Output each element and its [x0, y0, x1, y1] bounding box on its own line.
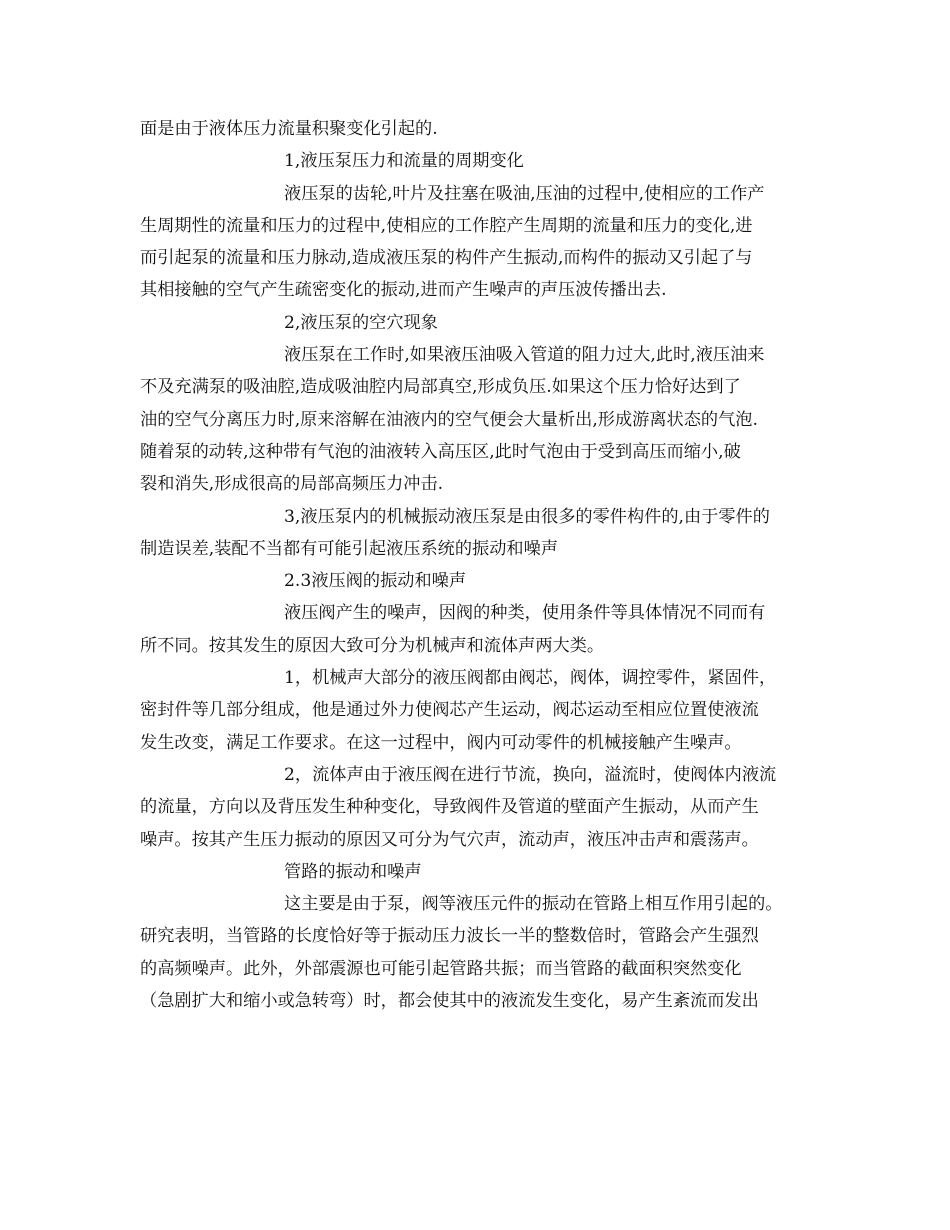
section-heading: 2.3液压阀的振动和噪声 — [284, 571, 467, 592]
text-line: 其相接触的空气产生疏密变化的振动,进而产生噪声的声压波传播出去. — [140, 280, 667, 301]
text-line: 密封件等几部分组成，他是通过外力使阀芯产生运动，阀芯运动至相应位置使液流 — [140, 700, 759, 721]
document-body — [140, 113, 816, 1017]
text-line: 发生改变，满足工作要求。在这一过程中，阀内可动零件的机械接触产生噪声。 — [140, 732, 742, 753]
text-line: 随着泵的动转,这种带有气泡的油液转入高压区,此时气泡由于受到高压而缩小,破 — [140, 441, 741, 462]
paragraph-first-line: 液压泵在工作时,如果液压油吸入管道的阻力过大,此时,液压油来 — [284, 345, 765, 366]
text-line: 裂和消失,形成很高的局部高频压力冲击. — [140, 474, 444, 495]
text-line: 的流量，方向以及背压发生种种变化，导致阀件及管道的壁面产生振动，从而产生 — [140, 797, 759, 818]
section-heading: 1,液压泵压力和流量的周期变化 — [284, 151, 524, 172]
paragraph-first-line: 这主要是由于泵，阀等液压元件的振动在管路上相互作用引起的。 — [284, 894, 783, 915]
paragraph-first-line: 1，机械声大部分的液压阀都由阀芯，阀体，调控零件，紧固件， — [284, 668, 777, 689]
text-line: 噪声。按其产生压力振动的原因又可分为气穴声，流动声，液压冲击声和震荡声。 — [140, 829, 759, 850]
paragraph-first-line: 2，流体声由于液压阀在进行节流，换向，溢流时，使阀体内液流 — [284, 764, 777, 785]
text-line: 不及充满泵的吸油腔,造成吸油腔内局部真空,形成负压.如果这个压力恰好达到了 — [140, 377, 741, 398]
text-line: （急剧扩大和缩小或急转弯）时，都会使其中的液流发生变化，易产生紊流而发出 — [140, 991, 759, 1012]
section-heading: 管路的振动和噪声 — [284, 861, 422, 882]
section-heading: 2,液压泵的空穴现象 — [284, 312, 438, 333]
text-line: 油的空气分离压力时,原来溶解在油液内的空气便会大量析出,形成游离状态的气泡. — [140, 409, 758, 430]
text-line: 研究表明，当管路的长度恰好等于振动压力波长一半的整数倍时，管路会产生强烈 — [140, 926, 759, 947]
text-line: 制造误差,装配不当都有可能引起液压系统的振动和噪声 — [140, 538, 558, 559]
text-line: 所不同。按其发生的原因大致可分为机械声和流体声两大类。 — [140, 635, 605, 656]
text-line: 面是由于液体压力流量积聚变化引起的. — [140, 119, 438, 139]
paragraph-first-line: 3,液压泵内的机械振动液压泵是由很多的零件构件的,由于零件的 — [284, 506, 770, 527]
text-line: 生周期性的流量和压力的过程中,使相应的工作腔产生周期的流量和压力的变化,进 — [140, 215, 753, 236]
text-line: 的高频噪声。此外，外部震源也可能引起管路共振；而当管路的截面积突然变化 — [140, 958, 742, 979]
paragraph-first-line: 液压阀产生的噪声，因阀的种类，使用条件等具体情况不同而有 — [284, 603, 766, 624]
paragraph-first-line: 液压泵的齿轮,叶片及拄塞在吸油,压油的过程中,使相应的工作产 — [284, 183, 765, 204]
text-line: 而引起泵的流量和压力脉动,造成液压泵的构件产生振动,而构件的振动又引起了与 — [140, 248, 753, 269]
